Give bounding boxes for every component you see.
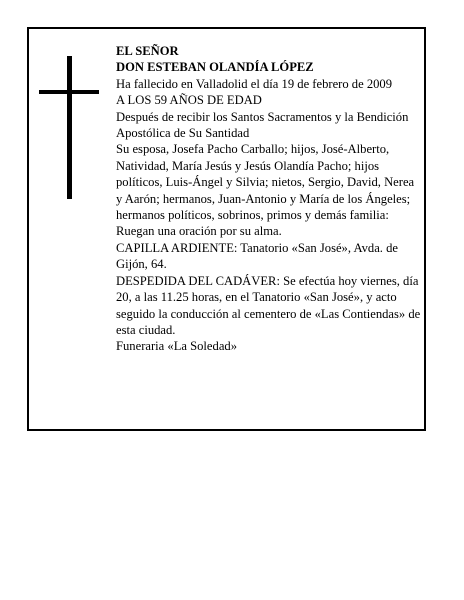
funeral-home: Funeraria «La Soledad» <box>116 339 237 354</box>
deceased-name: DON ESTEBAN OLANDÍA LÓPEZ <box>116 60 314 75</box>
obituary-notice <box>27 27 426 431</box>
cross-vertical-bar <box>67 56 72 199</box>
family-paragraph: Su esposa, Josefa Pacho Carballo; hijos, José-Alberto, Natividad, María Jesús y Jesús Olandía Pacho; hijos políticos, Luis-Ángel y Silvia; nietos, Sergio, David, Nerea y Aarón; hermanos, Juan-Antonio y María de los Ángeles; hermanos políticos, sobrinos, primos y demás familia: <box>116 142 415 223</box>
death-info: Ha fallecido en Valladolid el día 19 de febrero de 2009 <box>116 76 393 91</box>
notice-text <box>116 43 421 355</box>
title-line: EL SEÑOR <box>116 44 179 58</box>
cross-horizontal-bar <box>39 90 99 94</box>
farewell-paragraph: DESPEDIDA DEL CADÁVER: Se efectúa hoy viernes, día 20, a las 11.25 horas, en el Tanatorio «San José», y acto seguido la conducción al cementero de «Las Contiendas» de esta ciudad. <box>116 273 421 337</box>
chapel-paragraph: CAPILLA ARDIENTE: Tanatorio «San José», Avda. de Gijón, 64. <box>116 240 398 272</box>
age-line: A LOS 59 AÑOS DE EDAD <box>116 93 262 108</box>
sacraments-paragraph: Después de recibir los Santos Sacramentos y la Bendición Apostólica de Su Santidad <box>116 109 409 141</box>
prayer-line: Ruegan una oración por su alma. <box>116 224 282 239</box>
